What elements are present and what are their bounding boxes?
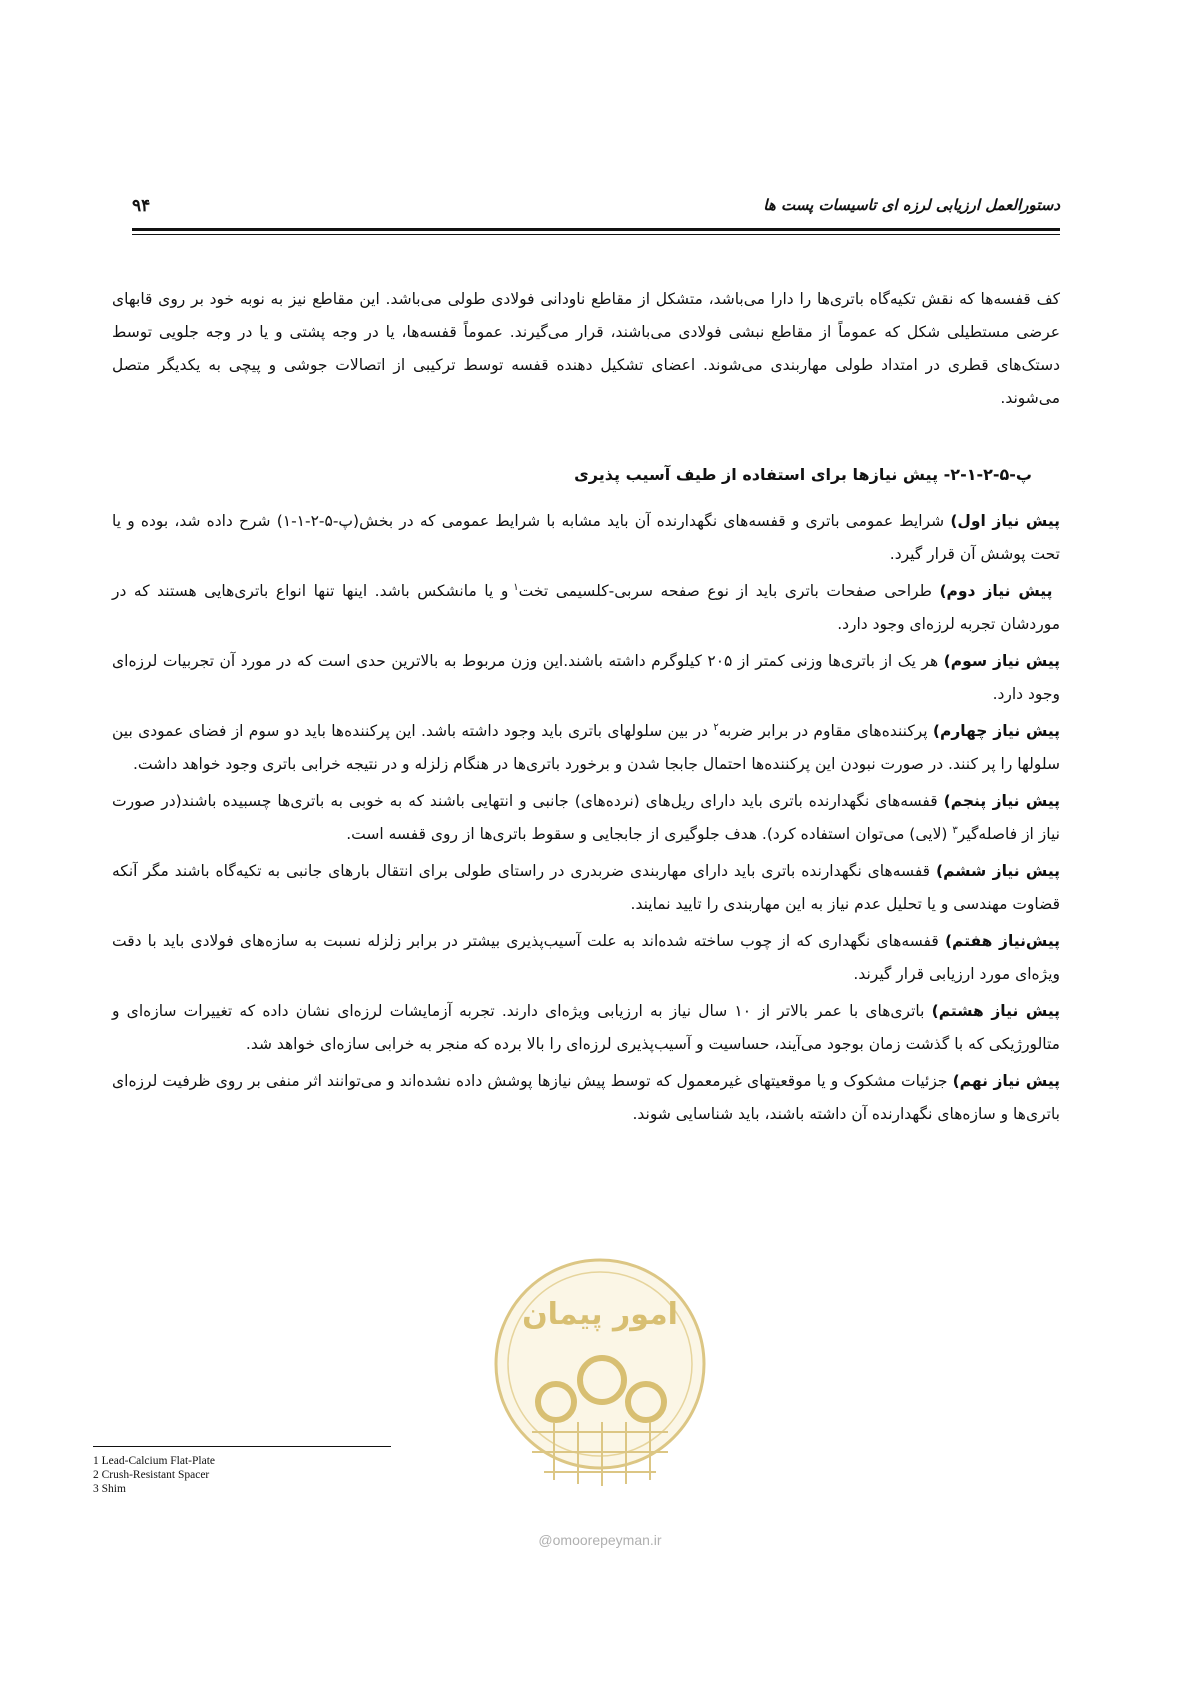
- prerequisite-label: پیش نیاز دوم): [939, 582, 1053, 600]
- prerequisite-label: پیش نیاز اول): [950, 512, 1060, 530]
- footnote-2: 2 Crush-Resistant Spacer: [93, 1469, 210, 1481]
- prerequisite-7: [112, 925, 1060, 991]
- prerequisite-label: پیش نیاز نهم): [952, 1072, 1060, 1090]
- prerequisite-label: پیش نیاز چهارم): [932, 722, 1060, 740]
- prerequisite-text: قفسه‌های نگهدارنده باتری باید دارای ریل‌های (نرده‌های) جانبی و انتهایی باشند که به خوبی به باتری‌ها چسبیده باشند(در صورت نیاز از فاصله‌گیر: [112, 792, 1060, 843]
- prerequisite-text: قفسه‌های نگهدارنده باتری باید دارای مهاربندی ضربدری در راستای طولی برای انتقال بارهای جانبی به تکیه‌گاه باشند مگر آنکه قضاوت مهندسی و یا تحلیل عدم نیاز به این مهاربندی را تایید نمایند.: [112, 862, 1060, 913]
- prerequisite-4: [112, 715, 1060, 781]
- document-body: [112, 283, 1060, 1135]
- prerequisite-text: پرکننده‌های مقاوم در برابر ضربه: [718, 722, 933, 740]
- prerequisite-text-cont: (لایی) می‌توان استفاده کرد). هدف جلوگیری از جابجایی و سقوط باتری‌ها از روی قفسه است.: [346, 825, 953, 843]
- header-rule-thin: [132, 234, 1060, 235]
- prerequisite-label: پیش نیاز پنجم): [943, 792, 1060, 810]
- prerequisite-text: باتری‌های با عمر بالاتر از ۱۰ سال نیاز به ارزیابی ویژه‌ای دارند. تجربه آزمایشات لرزه‌ای نشان داده که تغییرات سازه‌ای و متالورژیکی که با گذشت زمان بوجود می‌آیند، حساسیت و آسیب‌پذیری لرزه‌ای را بالا برده که منجر به خرابی سازه‌ای خواهد شد.: [112, 1002, 1060, 1053]
- prerequisite-2: [112, 575, 1060, 641]
- page-header: [132, 196, 1060, 220]
- prerequisite-8: [112, 995, 1060, 1061]
- section-heading: پ-۵-۲-۱-۲- پیش نیازها برای استفاده از طیف آسیب پذیری: [574, 465, 1032, 484]
- prerequisite-text: شرایط عمومی باتری و قفسه‌های نگهدارنده آن باید مشابه با شرایط عمومی که در بخش(پ-۵-۲-۱-۱) شرح داده شد، بوده و یا تحت پوشش آن قرار گیرد.: [112, 512, 1060, 563]
- intro-paragraph: کف قفسه‌ها که نقش تکیه‌گاه باتری‌ها را دارا می‌باشد، متشکل از مقاطع ناودانی فولادی طولی می‌باشد. این مقاطع نیز به نوبه خود بر روی قابهای عرضی مستطیلی شکل که عموماً از مقاطع نبشی فولادی می‌باشند، قرار می‌گیرند. عموماً قفسه‌ها، یا در وجه پشتی و یا در وجه جلویی توسط دستک‌های قطری در امتداد طولی مهاربندی می‌شوند. اعضای تشکیل دهنده قفسه توسط ترکیبی از اتصالات جوشی و پیچی به یکدیگر متصل می‌شوند.: [112, 290, 1060, 407]
- footnote-ref[interactable]: ۱: [513, 581, 519, 593]
- footnote-3: 3 Shim: [93, 1483, 126, 1495]
- watermark-url: @omoorepeyman.ir: [538, 1532, 662, 1548]
- header-rule-thick: [132, 228, 1060, 231]
- prerequisite-label: پیش نیاز ششم): [936, 862, 1060, 880]
- prerequisite-text-cont: در بین سلولهای باتری باید وجود داشته باشد. این پرکننده‌ها باید دو سوم از فضای عمودی بین سلولها را پر کنند. در صورت نبودن این پرکننده‌ها احتمال جابجا شدن و برخورد باتری‌ها در هنگام زلزله و در نتیجه خرابی باتری وجود خواهد داشت.: [112, 722, 1060, 773]
- prerequisite-label: پیش نیاز هشتم): [931, 1002, 1060, 1020]
- prerequisite-5: [112, 785, 1060, 851]
- prerequisite-text: جزئیات مشکوک و یا موقعیتهای غیرمعمول که توسط پیش نیازها پوشش داده نشده‌اند و می‌توانند اثر منفی بر روی ظرفیت لرزه‌ای باتری‌ها و سازه‌های نگهدارنده آن داشته باشند، باید شناسایی شوند.: [112, 1072, 1060, 1123]
- prerequisite-label: پیش‌نیاز هفتم): [944, 932, 1060, 950]
- prerequisite-1: [112, 505, 1060, 571]
- prerequisite-text: هر یک از باتری‌ها وزنی کمتر از ۲۰۵ کیلوگرم داشته باشند.این وزن مربوط به بالاترین حدی است که در مورد آن تجربیات لرزه‌ای وجود دارد.: [112, 652, 1060, 703]
- footnote-ref[interactable]: ۳: [952, 824, 958, 836]
- prerequisite-text: طراحی صفحات باتری باید از نوع صفحه سربی-کلسیمی تخت: [518, 582, 940, 600]
- prerequisite-text: قفسه‌های نگهداری که از چوب ساخته شده‌اند به علت آسیب‌پذیری بیشتر در برابر زلزله نسبت به سازه‌های فولادی باید با دقت ویژه‌ای مورد ارزیابی قرار گیرند.: [112, 932, 1060, 983]
- footnotes: [93, 1454, 393, 1496]
- prerequisite-3: [112, 645, 1060, 711]
- prerequisite-6: [112, 855, 1060, 921]
- footnote-rule: [93, 1446, 391, 1447]
- omoore-peyman-logo: [484, 1252, 716, 1504]
- prerequisite-text-cont: و یا مانشکس باشد. اینها تنها انواع باتری‌هایی هستند که در موردشان تجربه لرزه‌ای وجود دارد.: [112, 582, 1060, 633]
- prerequisite-9: [112, 1065, 1060, 1131]
- prerequisite-label: پیش نیاز سوم): [943, 652, 1060, 670]
- footnote-1: 1 Lead-Calcium Flat-Plate: [93, 1455, 215, 1467]
- logo-text: امور پیمان: [522, 1297, 678, 1332]
- footnote-ref[interactable]: ۲: [713, 721, 719, 733]
- page-number: ۹۴: [132, 196, 151, 216]
- header-title: دستورالعمل ارزیابی لرزه ای تاسیسات پست ها: [763, 196, 1060, 214]
